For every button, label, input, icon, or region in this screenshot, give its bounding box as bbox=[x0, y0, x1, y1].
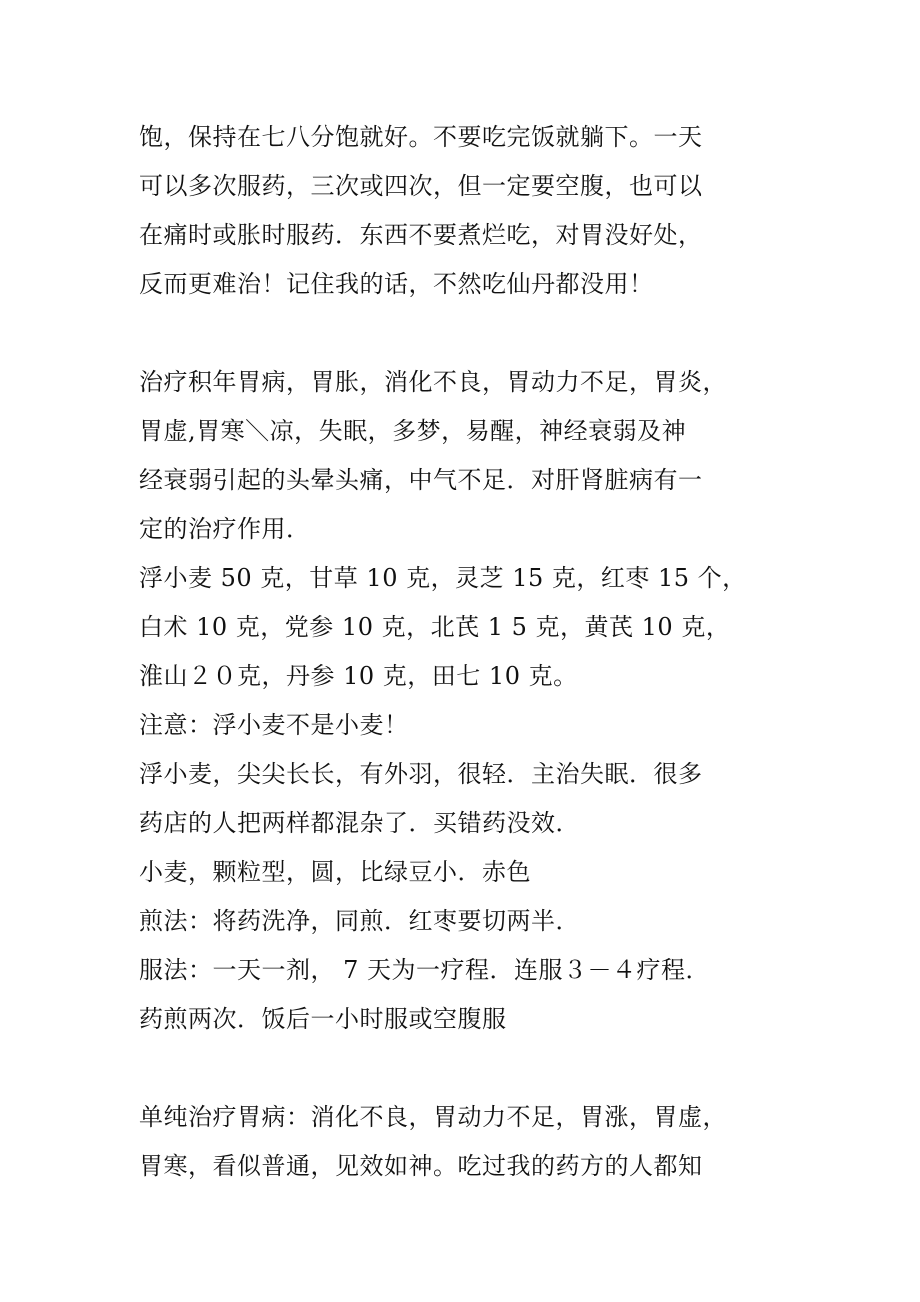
text-line: 胃虚,胃寒＼凉，失眠，多梦，易醒，神经衰弱及神 bbox=[139, 417, 687, 445]
text-line: 经衰弱引起的头晕头痛，中气不足．对肝肾脏病有一 bbox=[139, 466, 703, 494]
text-line: 药煎两次．饭后一小时服或空腹服 bbox=[139, 1005, 507, 1033]
text-line: 治疗积年胃病，胃胀，消化不良，胃动力不足，胃炎， bbox=[139, 368, 727, 396]
text-line: 反而更难治！记住我的话，不然吃仙丹都没用！ bbox=[139, 270, 654, 298]
text-line: 注意：浮小麦不是小麦！ bbox=[139, 711, 409, 739]
blank-line bbox=[139, 1044, 819, 1093]
text-line: 定的治疗作用． bbox=[139, 515, 311, 543]
text-line: 煎法：将药洗净，同煎．红枣要切两半． bbox=[139, 907, 580, 935]
text-line: 在痛时或胀时服药．东西不要煮烂吃，对胃没好处， bbox=[139, 221, 703, 249]
text-line: 小麦，颗粒型，圆，比绿豆小．赤色 bbox=[139, 858, 531, 886]
text-line: 浮小麦 50 克，甘草 10 克，灵芝 15 克，红枣 15 个， bbox=[139, 564, 747, 592]
text-line: 可以多次服药，三次或四次，但一定要空腹，也可以 bbox=[139, 172, 703, 200]
text-line: 淮山２０克，丹参 10 克，田七 10 克。 bbox=[139, 662, 578, 690]
text-line: 浮小麦，尖尖长长，有外羽，很轻．主治失眠．很多 bbox=[139, 760, 703, 788]
text-line: 药店的人把两样都混杂了．买错药没效． bbox=[139, 809, 580, 837]
document-body bbox=[139, 113, 819, 1191]
text-line: 单纯治疗胃病：消化不良，胃动力不足，胃涨，胃虚， bbox=[139, 1103, 727, 1131]
text-line: 服法：一天一剂， 7 天为一疗程．连服３－４疗程． bbox=[139, 956, 711, 984]
blank-line bbox=[139, 309, 819, 358]
text-line: 胃寒，看似普通，见效如神。吃过我的药方的人都知 bbox=[139, 1152, 703, 1180]
text-line: 饱，保持在七八分饱就好。不要吃完饭就躺下。一天 bbox=[139, 123, 703, 151]
text-line: 白术 10 克，党参 10 克，北芪 1 5 克，黄芪 10 克， bbox=[139, 613, 731, 641]
